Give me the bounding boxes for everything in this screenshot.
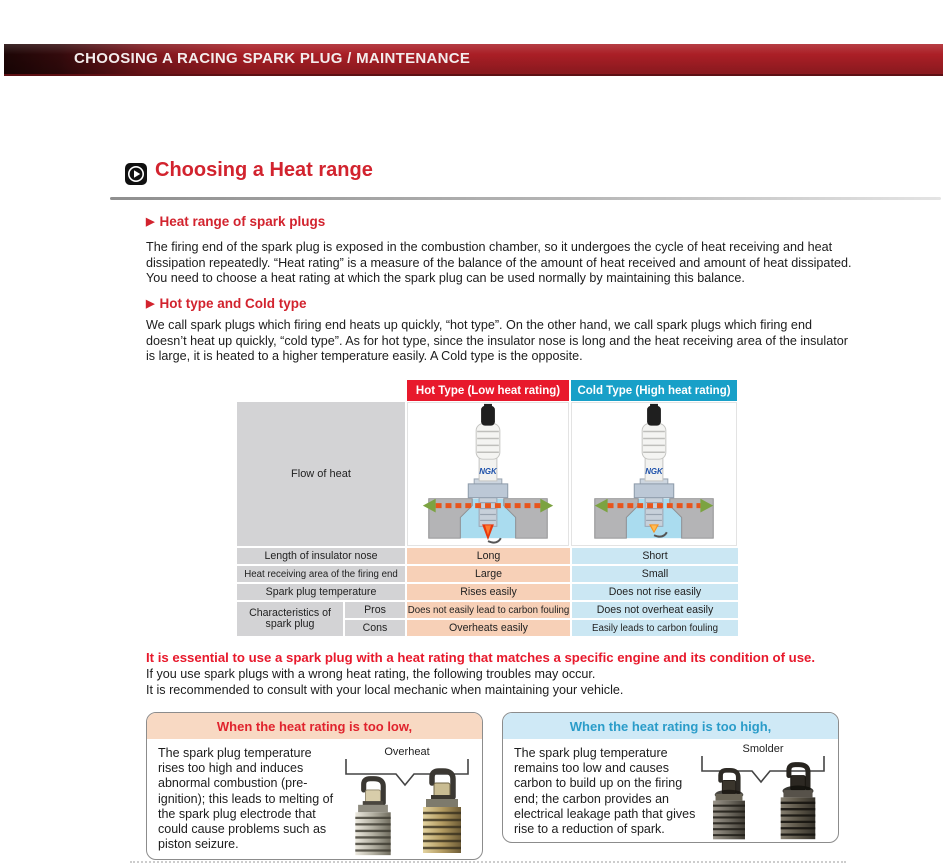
overheat-spark-plug-photo xyxy=(343,775,403,857)
paragraph-heat-range: The firing end of the spark plug is exposed in the combustion chamber, so it undergoes the cycle of heat receiving and heat dissipation repeatedly. “Heat rating” is a measure of the balance of the amount of heat received and amount of heat dissipated. You need to choose a heat rating at which the spark plug can be used normally by maintaining this balance. xyxy=(146,240,852,286)
note-line-2: If you use spark plugs with a wrong heat rating, the following troubles may occur. xyxy=(146,667,596,681)
section-heading-heat-range: ▶ Heat range of spark plugs xyxy=(146,214,325,229)
hot-pros-value: Does not easily lead to carbon fouling xyxy=(407,602,570,618)
page-bottom-cutline xyxy=(130,861,846,863)
cold-value: Short xyxy=(572,548,738,564)
page-header-bar xyxy=(4,44,943,76)
pros-label: Pros xyxy=(345,602,405,618)
title-divider xyxy=(110,197,941,200)
cold-cons-value: Easily leads to carbon fouling xyxy=(572,620,738,636)
cold-type-diagram-cell xyxy=(571,402,737,546)
play-icon xyxy=(125,163,147,185)
hot-type-spark-plug-diagram xyxy=(409,403,567,545)
heat-type-comparison-table xyxy=(237,380,738,642)
row-label: Spark plug temperature xyxy=(237,584,405,600)
hot-value: Rises easily xyxy=(407,584,570,600)
too-high-box-title: When the heat rating is too high, xyxy=(503,713,838,739)
page-title: Choosing a Heat range xyxy=(155,159,373,181)
cold-pros-value: Does not overheat easily xyxy=(572,602,738,618)
too-low-box-body: The spark plug temperature rises too high and induces abnormal combustion (pre-ignition); this leads to melting of the spark plug electrode that could cause problems such as piston seizure. xyxy=(158,746,334,852)
too-high-box-body: The spark plug temperature remains too low and causes carbon to build up on the firing end; the carbon provides an electrical leakage path that gives rise to a reduction of spark. xyxy=(514,746,696,837)
hot-type-column-header: Hot Type (Low heat rating) xyxy=(407,380,569,401)
smolder-spark-plug-photo xyxy=(699,767,759,841)
hot-cons-value: Overheats easily xyxy=(407,620,570,636)
heat-rating-too-high-box xyxy=(502,712,839,843)
section-heading-hot-cold: ▶ Hot type and Cold type xyxy=(146,296,306,311)
flow-of-heat-label: Flow of heat xyxy=(237,402,405,546)
characteristics-label: Characteristics of spark plug xyxy=(237,602,343,636)
hot-value: Long xyxy=(407,548,570,564)
overheat-label: Overheat xyxy=(384,746,430,758)
hot-value: Large xyxy=(407,566,570,582)
heat-rating-too-low-box xyxy=(146,712,483,860)
ngk-logo: NGK xyxy=(645,467,663,476)
play-icon-glyph xyxy=(125,163,147,185)
cold-value: Does not rise easily xyxy=(572,584,738,600)
ngk-logo: NGK xyxy=(479,467,497,476)
paragraph-hot-cold: We call spark plugs which firing end heats up quickly, “hot type”. On the other hand, we call spark plugs which firing end doesn’t heat up quickly, “cold type”. As for hot type, since the insulator nose is long and the heat receiving area of the insulator is large, it is heated to a higher temperature easily. A Cold type is the opposite. xyxy=(146,318,848,364)
cold-type-column-header: Cold Type (High heat rating) xyxy=(571,380,737,401)
essential-note: It is essential to use a spark plug with a heat rating that matches a specific engine and its condition of use. xyxy=(146,650,816,665)
page-header-title: CHOOSING A RACING SPARK PLUG / MAINTENANCE xyxy=(74,50,471,67)
cons-label: Cons xyxy=(345,620,405,636)
cold-value: Small xyxy=(572,566,738,582)
too-low-box-title: When the heat rating is too low, xyxy=(147,713,482,739)
hot-type-diagram-cell xyxy=(407,402,569,546)
note-line-3: It is recommended to consult with your local mechanic when maintaining your vehicle. xyxy=(146,683,624,697)
cold-type-spark-plug-diagram xyxy=(575,403,733,545)
overheat-spark-plug-photo-2 xyxy=(409,767,475,855)
comparison-rows xyxy=(237,548,738,636)
smolder-spark-plug-photo-2 xyxy=(765,761,831,841)
row-label: Length of insulator nose xyxy=(237,548,405,564)
smolder-label: Smolder xyxy=(742,743,784,755)
row-label: Heat receiving area of the firing end xyxy=(237,566,405,582)
